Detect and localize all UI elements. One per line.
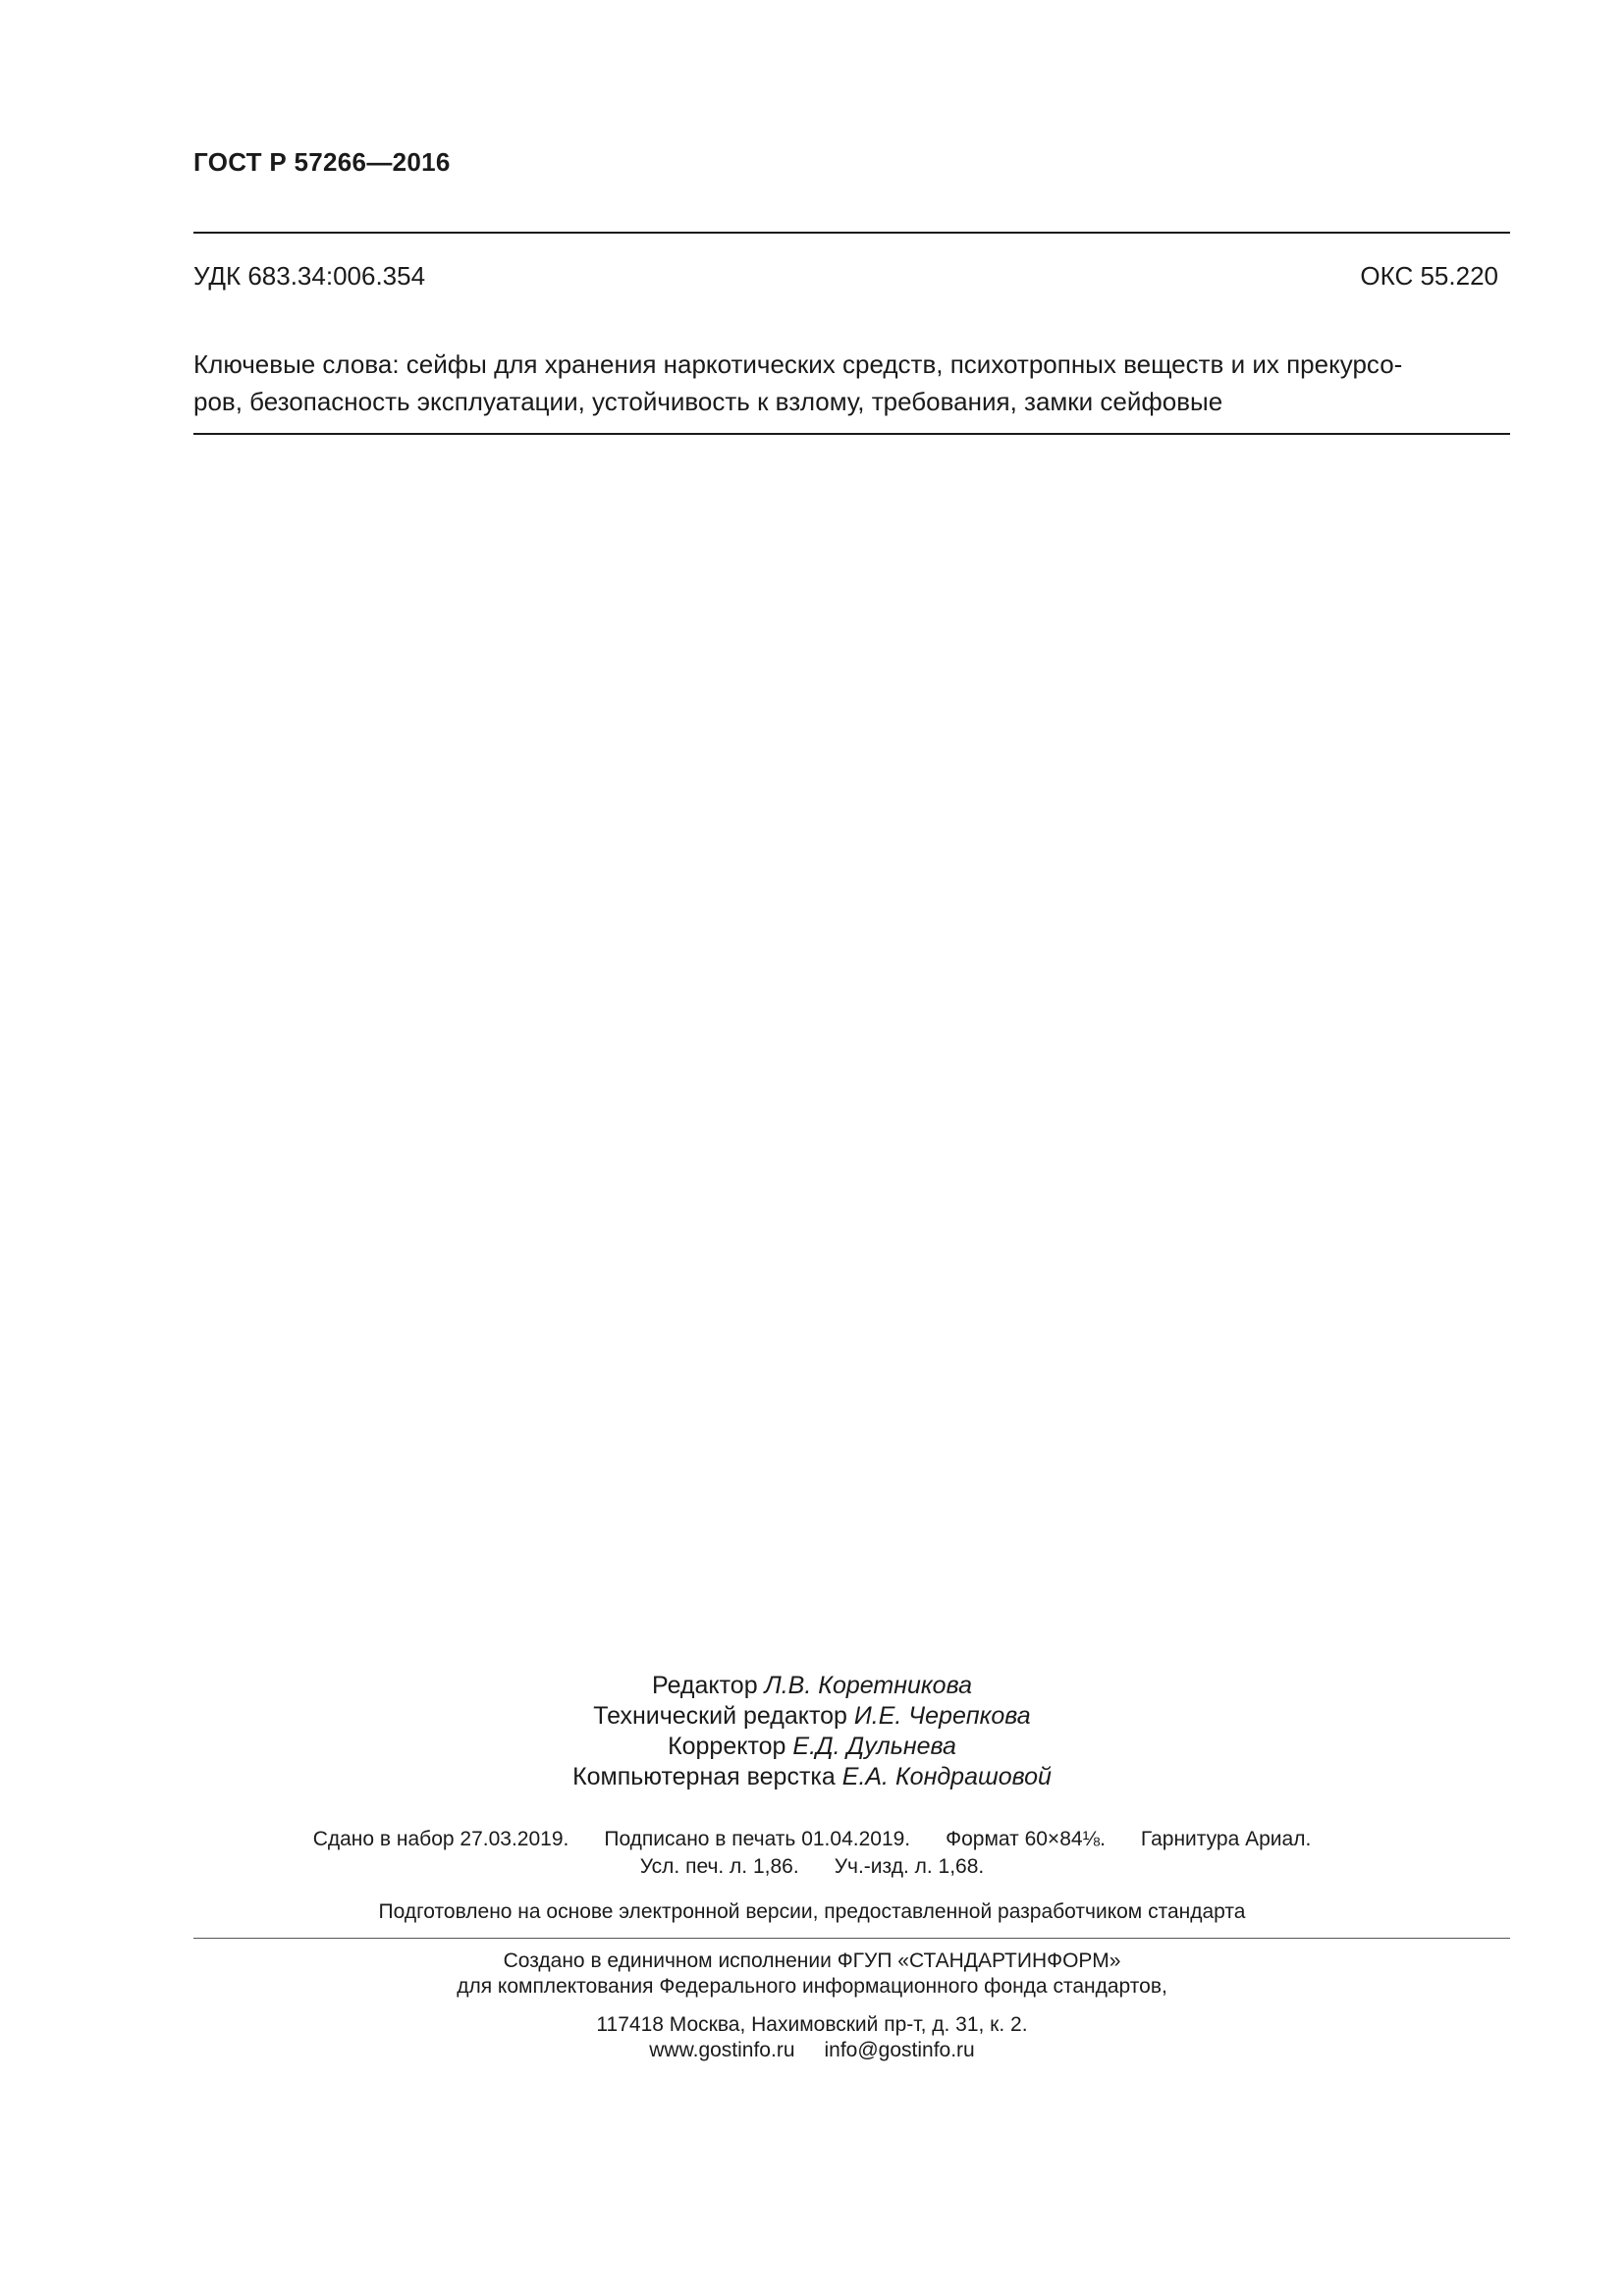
submitted-date: Сдано в набор 27.03.2019.	[312, 1828, 569, 1850]
editor-line	[0, 1671, 1624, 1701]
print-info-line-2	[0, 1855, 1624, 1879]
publisher-line-1: Создано в единичном исполнении ФГУП «СТАНДАРТИНФОРМ»	[503, 1949, 1121, 1972]
publisher-email: info@gostinfo.ru	[824, 2039, 975, 2061]
oks-code: ОКС 55.220	[1360, 261, 1498, 291]
publisher-address: 117418 Москва, Нахимовский пр-т, д. 31, к. 2.	[596, 2013, 1028, 2036]
corrector-name: Е.Д. Дульнева	[792, 1733, 956, 1760]
tech-editor-label: Технический редактор	[593, 1702, 847, 1730]
edition-sheets: Уч.-изд. л. 1,68.	[834, 1855, 985, 1878]
keywords-line-1: Ключевые слова: сейфы для хранения наркотических средств, психотропных веществ и их прекурсо-	[193, 349, 1403, 379]
corrector-line	[0, 1732, 1624, 1762]
publisher-line-2: для комплектования Федерального информационного фонда стандартов,	[457, 1975, 1167, 1998]
editor-label: Редактор	[652, 1672, 758, 1699]
document-title: ГОСТ Р 57266—2016	[193, 147, 451, 177]
udk-code: УДК 683.34:006.354	[193, 261, 426, 291]
editor-name: Л.В. Коретникова	[764, 1672, 972, 1699]
print-info-line-1	[0, 1828, 1624, 1851]
layout-label: Компьютерная верстка	[572, 1763, 836, 1790]
keywords-paragraph	[193, 346, 1510, 420]
corrector-label: Корректор	[668, 1733, 786, 1760]
printed-sheets: Усл. печ. л. 1,86.	[639, 1855, 799, 1878]
prepared-note: Подготовлено на основе электронной версии, предоставленной разработчиком стандарта	[378, 1900, 1246, 1923]
signed-date: Подписано в печать 01.04.2019.	[604, 1828, 911, 1850]
credits-block	[0, 1671, 1624, 1792]
layout-line	[0, 1762, 1624, 1792]
bottom-divider	[193, 1938, 1510, 1939]
tech-editor-name: И.Е. Черепкова	[853, 1702, 1031, 1730]
tech-editor-line	[0, 1701, 1624, 1732]
layout-name: Е.А. Кондрашовой	[841, 1763, 1052, 1790]
top-divider	[193, 232, 1510, 234]
publisher-contacts	[0, 2039, 1624, 2062]
keywords-divider	[193, 433, 1510, 435]
typeface: Гарнитура Ариал.	[1140, 1828, 1312, 1850]
keywords-line-2: ров, безопасность эксплуатации, устойчивость к взлому, требования, замки сейфовые	[193, 387, 1223, 416]
paper-format: Формат 60×84⅛.	[946, 1828, 1106, 1850]
publisher-website: www.gostinfo.ru	[649, 2039, 795, 2061]
